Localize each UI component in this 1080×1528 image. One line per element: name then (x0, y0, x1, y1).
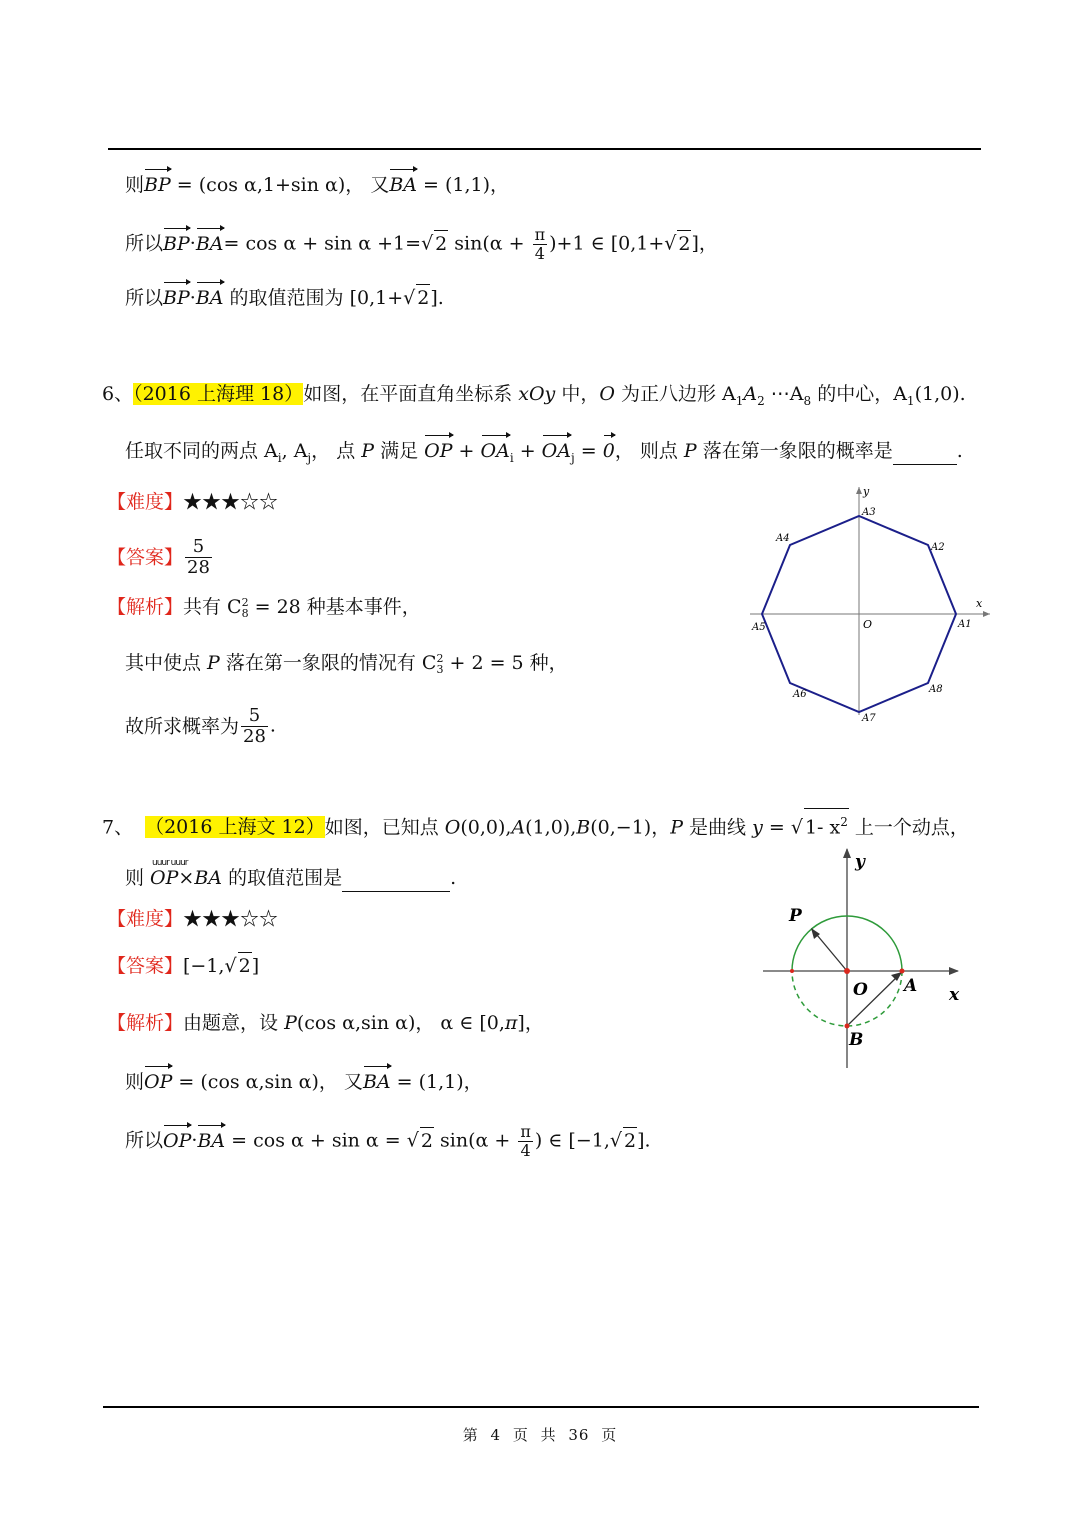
q6-source-highlight: （2016 上海理 18） (133, 383, 304, 405)
q6-x-axis-arrow (983, 611, 990, 617)
fraction-pi-over-4: $\frac{\pi}{4}$ (534, 225, 546, 263)
q7-source-highlight: （2016 上海文 12） (145, 816, 325, 839)
q7-label-b: B (849, 1030, 864, 1050)
q6-difficulty: 【难度】★★★☆☆ (107, 491, 279, 513)
q6-answer: 【答案】 $\frac{5}{28}$ (107, 536, 210, 578)
q6-label-a3: A3 (862, 507, 876, 518)
q7-point-o (844, 968, 850, 974)
q6-y-axis-arrow (856, 487, 862, 494)
q6-octagon-figure (745, 483, 995, 728)
q6-answer-blank (893, 438, 957, 465)
page-number-footer: 第 4 页 共 36 页 (462, 1426, 618, 1444)
q7-analysis-line-2: 则OP = (cos α,sin α)， 又BA = (1,1)， (125, 1071, 483, 1093)
q6-label-a6: A6 (793, 689, 807, 700)
q6-label-a5: A5 (752, 622, 766, 633)
q6-analysis-line-2: 其中使点 P 落在第一象限的情况有 C 2 3 + 2 = 5 种， (125, 652, 568, 676)
q7-x-axis-arrow (949, 967, 959, 975)
q7-point-b (845, 1024, 850, 1029)
fraction-pi-over-4-q7: $\frac{\pi}{4}$ (520, 1122, 531, 1160)
q6-stem-line-1: 6、（2016 上海理 18）如图，在平面直角坐标系 xOy 中，O 为正八边形 $A_1A_2$ $\cdots A_8$ 的中心，$A_1(1,0)$. (102, 383, 966, 408)
q6-label-x: x (976, 597, 983, 610)
continuation-line-3: 所以BP·BA 的取值范围为 [0,1+√ 2]. (125, 284, 444, 311)
q6-label-o: O (863, 618, 873, 631)
q6-stem-line-2: 任取不同的两点 $A_i$, $A_j$， 点 P 满足 OP + $OA_i + OA_j = 0$， 则点 P 落在第一象限的概率是 . (125, 440, 963, 465)
q7-stem-line-1: 7、 （2016 上海文 12）如图，已知点 O(0,0),A(1,0),B(0,−1)，P 是曲线 y = √ 1- $x^2$ 上一个动点， (102, 808, 969, 840)
q7-difficulty: 【难度】★★★☆☆ (107, 908, 279, 930)
q6-label-a2: A2 (931, 542, 945, 553)
q7-label-o: O (853, 980, 868, 1000)
continuation-line-2: 所以BP·BA= cos α + sin α +1=√ 2 sin(α + $\frac{\pi}{4}$ )+1 ∈ [0,1+√ 2]， (125, 225, 718, 263)
q7-analysis-line-3: 所以OP·BA = cos α + sin α = √ 2 sin(α + $\frac{\pi}{4}$ ) ∈ [−1,√ 2]. (125, 1122, 651, 1160)
q6-label-y: y (863, 485, 870, 498)
footer-rule (103, 1406, 979, 1408)
q7-label-a: A (904, 976, 918, 996)
q7-analysis-line-1: 【解析】由题意，设 P(cos α,sin α)， α ∈ [0,π]， (107, 1012, 544, 1034)
q6-label-a8: A8 (929, 684, 943, 695)
q6-analysis-line-3: 故所求概率为 $\frac{5}{28}$ . (125, 705, 276, 747)
q7-point-left (790, 969, 794, 973)
q6-label-a4: A4 (776, 533, 790, 544)
q6-label-a7: A7 (862, 713, 876, 724)
q7-answer-blank (342, 865, 450, 892)
q7-vector-marks: uuur uuur (152, 858, 188, 868)
q7-label-y: y (855, 852, 865, 872)
q7-circle-figure (755, 843, 975, 1073)
q7-y-axis-arrow (843, 848, 851, 858)
q6-analysis-line-1: 【解析】共有 C 2 8 = 28 种基本事件， (107, 596, 421, 620)
header-rule (108, 148, 981, 150)
q7-label-x: x (949, 985, 960, 1005)
q7-stem-line-2: 则 OP×BA 的取值范围是 . (125, 865, 456, 892)
q6-label-a1: A1 (958, 619, 972, 630)
q7-vector-ba-arrowhead (891, 972, 902, 981)
continuation-line-1: 则BP = (cos α,1+sin α)， 又BA = (1,1)， (125, 174, 510, 196)
q7-number: 7、 (102, 816, 134, 839)
q7-label-p: P (789, 906, 802, 926)
q7-answer: 【答案】[−1,√ 2] (107, 952, 259, 979)
q7-point-a (900, 969, 905, 974)
q6-number: 6、 (102, 383, 134, 405)
